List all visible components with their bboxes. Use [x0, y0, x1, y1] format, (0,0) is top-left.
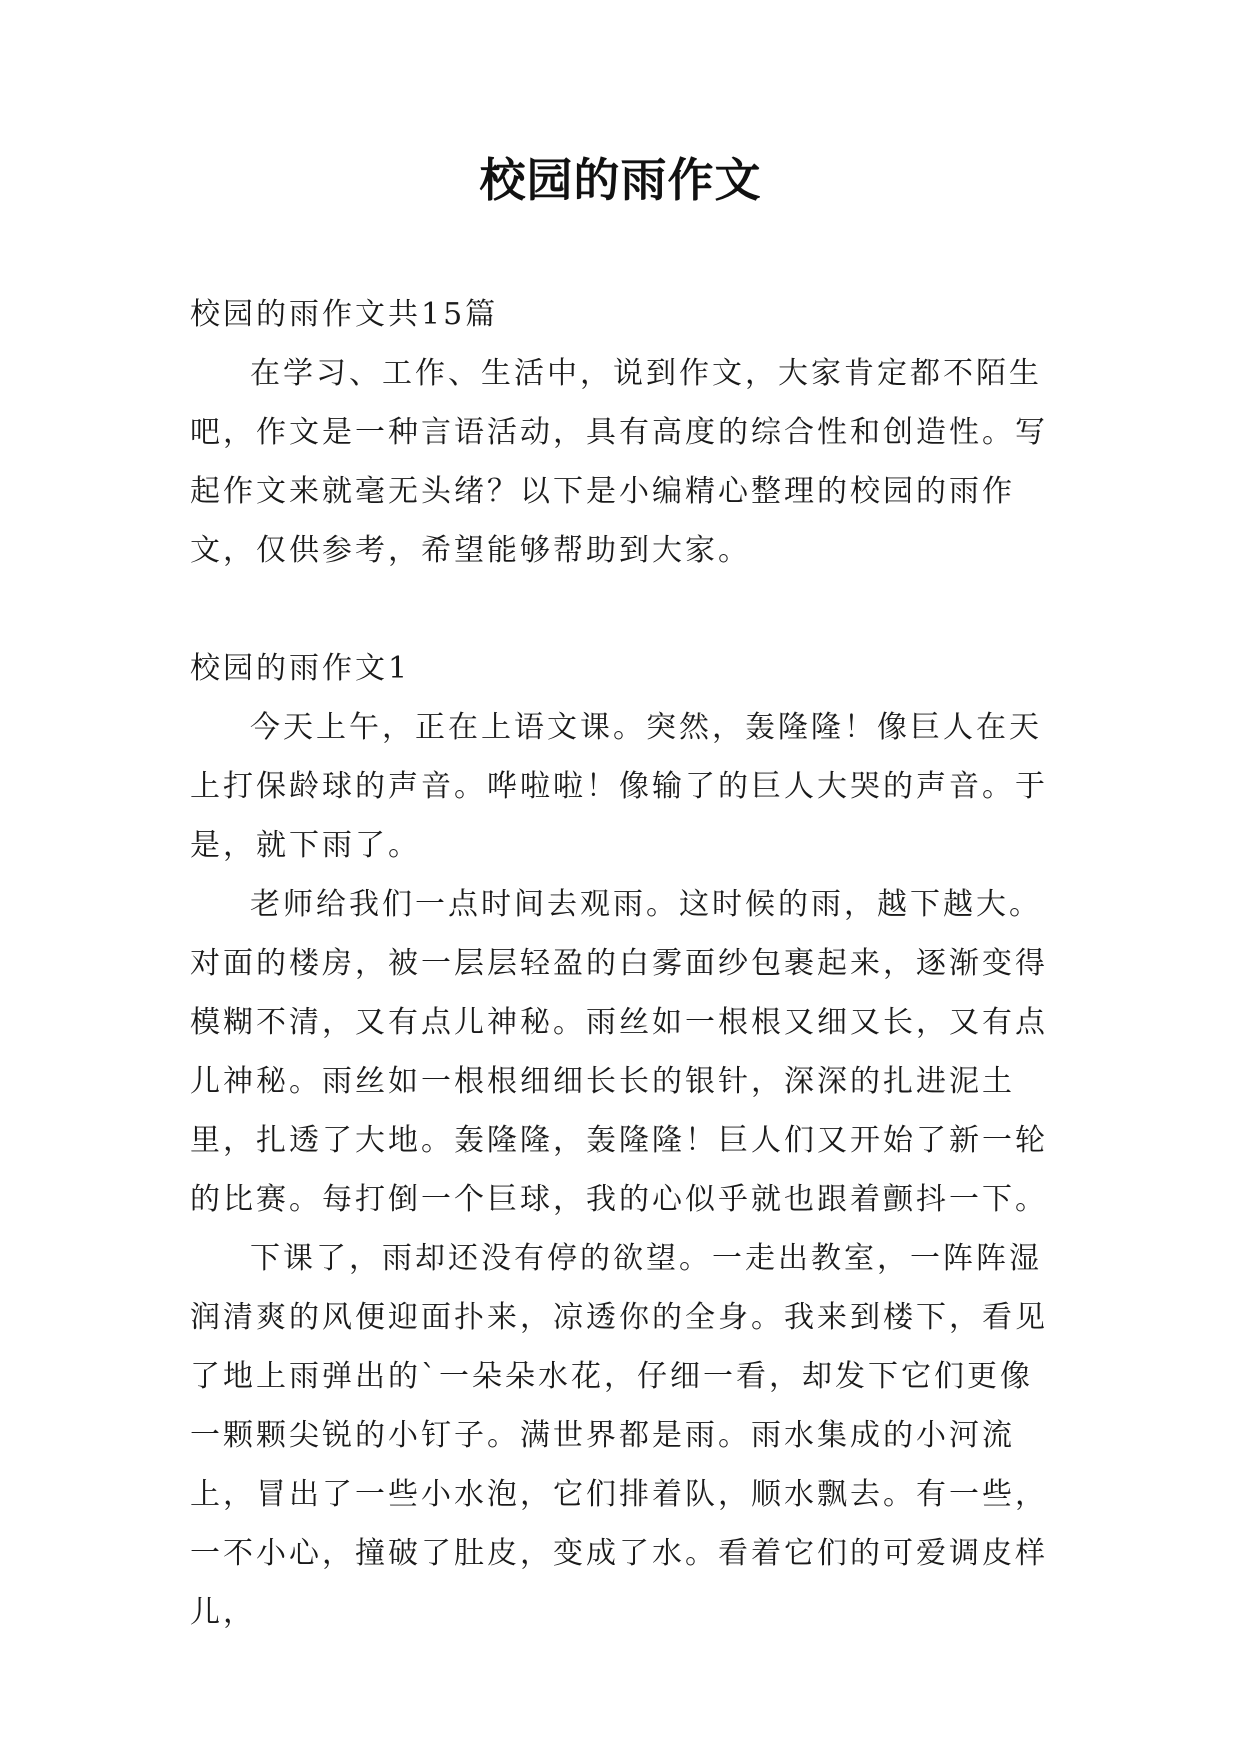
section-heading: 校园的雨作文1: [190, 651, 411, 686]
body-paragraph: 老师给我们一点时间去观雨。这时候的雨，越下越大。对面的楼房，被一层层轻盈的白雾面纱包裹起来，逐渐变得模糊不清，又有点儿神秘。雨丝如一根根又细又长，又有点儿神秘。雨丝如一根根细细长长的银针，深深的扎进泥土里，扎透了大地。轰隆隆，轰隆隆！巨人们又开始了新一轮的比赛。每打倒一个巨球，我的心似乎就也跟着颤抖一下。: [190, 887, 1048, 1217]
intro-paragraph: 在学习、工作、生活中，说到作文，大家肯定都不陌生吧，作文是一种言语活动，具有高度的综合性和创造性。写起作文来就毫无头绪？以下是小编精心整理的校园的雨作文，仅供参考，希望能够帮助到大家。: [190, 356, 1048, 568]
intro-heading: 校园的雨作文共15篇: [190, 297, 499, 332]
body-paragraph: 今天上午，正在上语文课。突然，轰隆隆！像巨人在天上打保龄球的声音。哗啦啦！像输了的巨人大哭的声音。于是，就下雨了。: [190, 710, 1048, 863]
document-body: [190, 285, 1060, 1642]
body-paragraph: 下课了，雨却还没有停的欲望。一走出教室，一阵阵湿润清爽的风便迎面扑来，凉透你的全身。我来到楼下，看见了地上雨弹出的`一朵朵水花，仔细一看，却发下它们更像一颗颗尖锐的小钉子。满世界都是雨。雨水集成的小河流上，冒出了一些小水泡，它们排着队，顺水飘去。有一些，一不小心，撞破了肚皮，变成了水。看着它们的可爱调皮样儿，: [190, 1241, 1048, 1630]
section-spacer: [190, 580, 1060, 639]
document-title: 校园的雨作文: [479, 153, 762, 207]
